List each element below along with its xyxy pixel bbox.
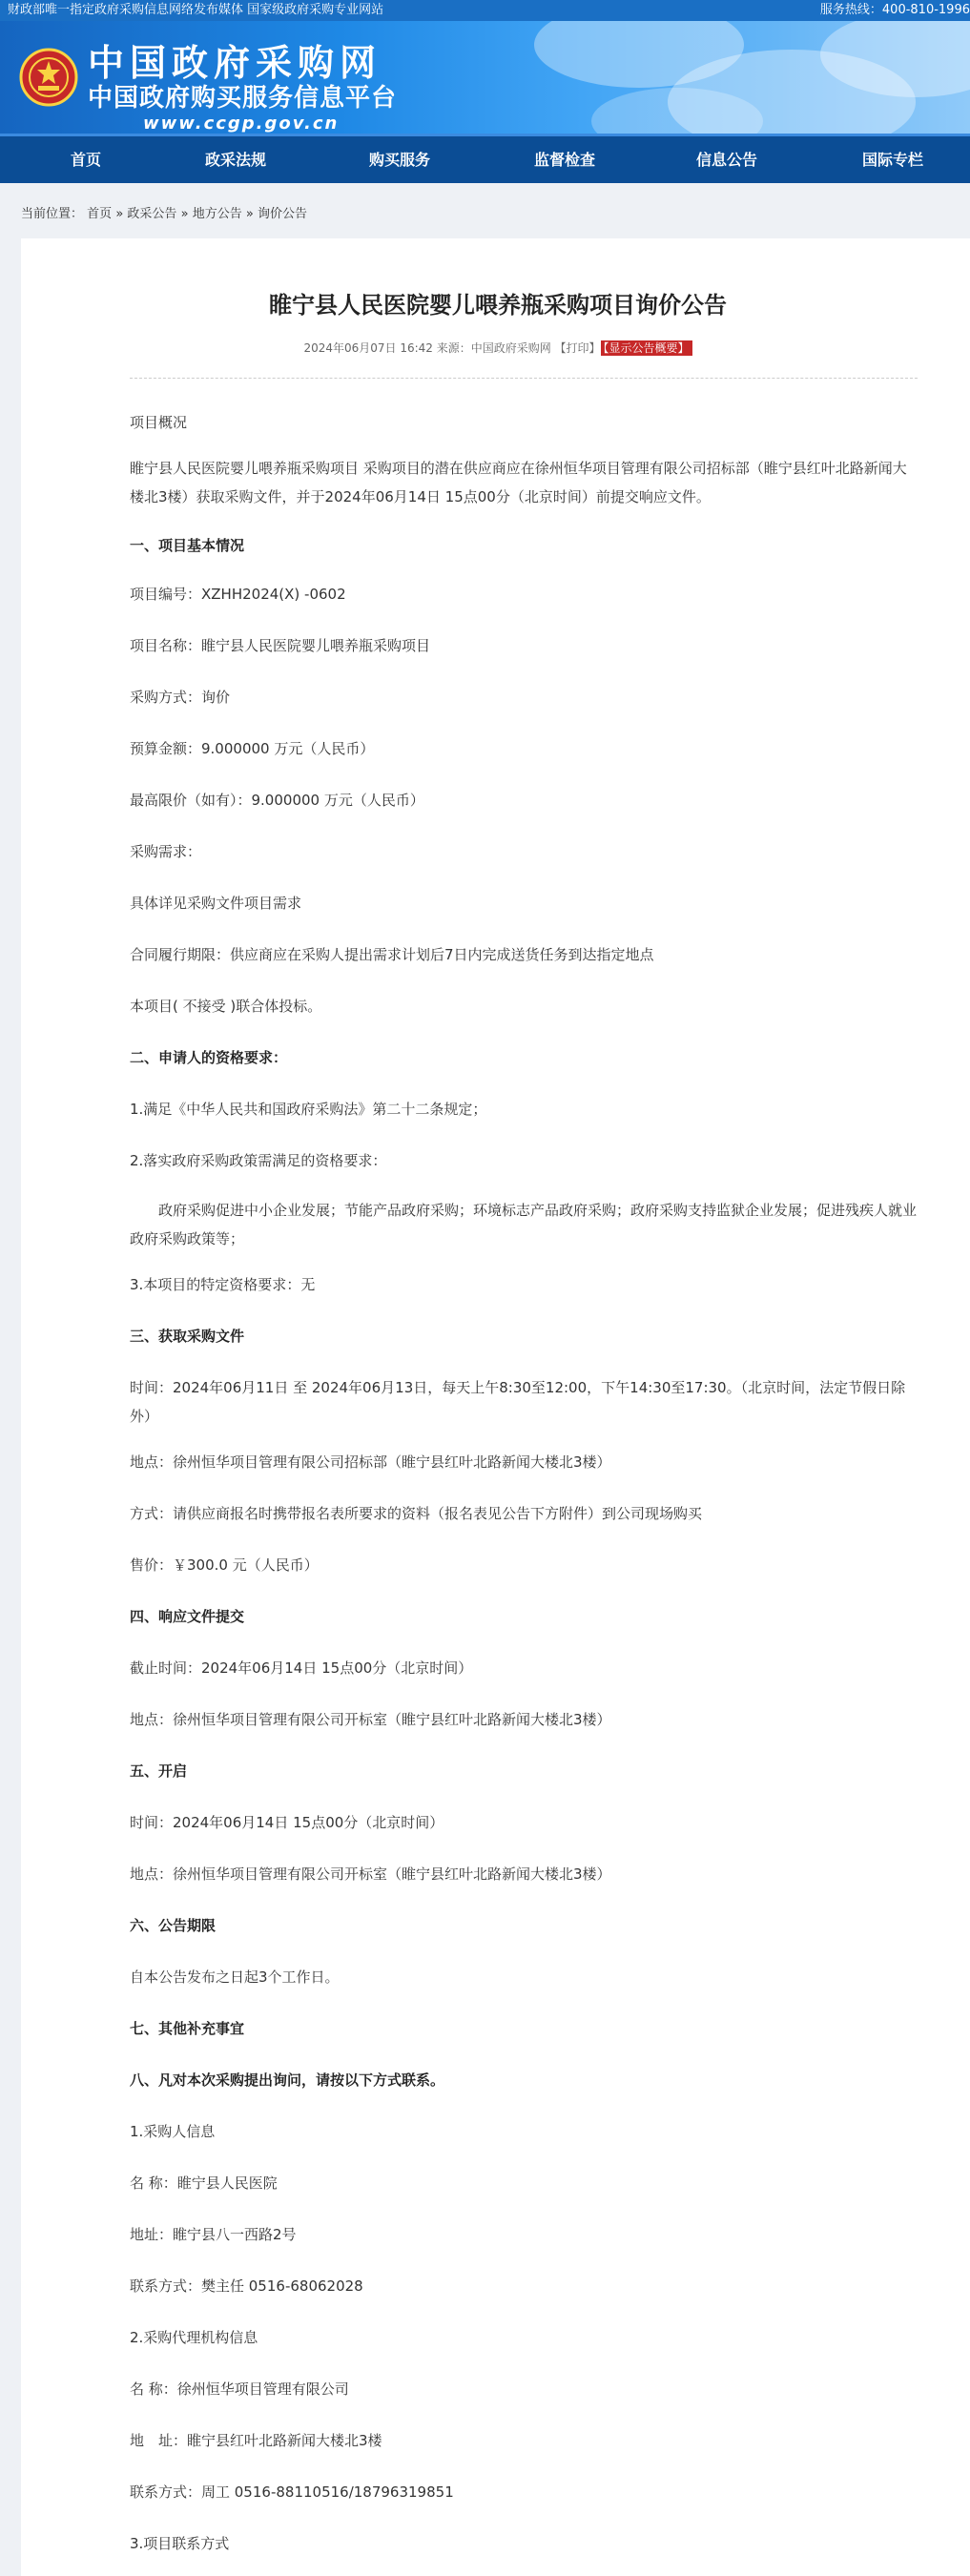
article-paragraph: 1.满足《中华人民共和国政府采购法》第二十二条规定； bbox=[130, 1101, 487, 1118]
article-paragraph: 3.本项目的特定资格要求：无 bbox=[130, 1276, 316, 1293]
title-divider bbox=[130, 378, 918, 379]
section-heading: 四、响应文件提交 bbox=[130, 1608, 245, 1625]
article-paragraph: 联系方式：周工 0516-88110516/18796319851 bbox=[130, 2483, 454, 2501]
article-paragraph: 2.落实政府采购政策需满足的资格要求： bbox=[130, 1152, 387, 1169]
article-paragraph: 采购需求： bbox=[130, 843, 202, 860]
article-paragraph: 睢宁县人民医院婴儿喂养瓶采购项目 采购项目的潜在供应商应在徐州恒华项目管理有限公司招标部（睢宁县红叶北路新闻大楼北3楼）获取采购文件，并于2024年06月14日 15点00分（北京时间）前提交响应文件。 bbox=[130, 460, 907, 505]
section-heading: 一、项目基本情况 bbox=[130, 537, 245, 554]
article-paragraph: 地点：徐州恒华项目管理有限公司开标室（睢宁县红叶北路新闻大楼北3楼） bbox=[130, 1711, 611, 1728]
article-paragraph: 项目编号：XZHH2024(X) -0602 bbox=[130, 586, 346, 603]
section-heading: 六、公告期限 bbox=[130, 1917, 217, 1934]
top-bar bbox=[0, 0, 970, 21]
article-paragraph: 最高限价（如有）：9.000000 万元（人民币） bbox=[130, 792, 424, 809]
section-heading: 三、获取采购文件 bbox=[130, 1328, 245, 1345]
article-paragraph: 本项目( 不接受 )联合体投标。 bbox=[130, 998, 322, 1015]
article-card bbox=[21, 238, 970, 2576]
article-paragraph: 预算金额：9.000000 万元（人民币） bbox=[130, 740, 375, 757]
article-meta bbox=[21, 340, 970, 356]
section-heading: 八、凡对本次采购提出询问，请按以下方式联系。 bbox=[130, 2071, 445, 2089]
article-paragraph: 项目概况 bbox=[130, 414, 188, 431]
section-heading: 五、开启 bbox=[130, 1762, 188, 1780]
site-url: www.ccgp.gov.cn bbox=[143, 113, 340, 134]
article-paragraph: 联系方式：樊主任 0516-68062028 bbox=[130, 2277, 363, 2295]
article-paragraph: 3.项目联系方式 bbox=[130, 2535, 230, 2552]
article-paragraph: 自本公告发布之日起3个工作日。 bbox=[130, 1968, 340, 1986]
national-emblem-icon bbox=[19, 48, 78, 107]
article-meta-text[interactable]: 2024年06月07日 16:42 来源：中国政府采购网 【打印】 bbox=[303, 341, 601, 355]
nav-item-international[interactable]: 国际专栏 bbox=[861, 151, 923, 169]
section-heading: 七、其他补充事宜 bbox=[130, 2020, 245, 2037]
nav-item-supervision[interactable]: 监督检查 bbox=[533, 151, 595, 169]
article-paragraph: 名 称：徐州恒华项目管理有限公司 bbox=[130, 2380, 349, 2398]
hotline: 服务热线：400-810-1996 bbox=[819, 3, 970, 17]
article-title: 睢宁县人民医院婴儿喂养瓶采购项目询价公告 bbox=[269, 292, 727, 319]
site-name: 中国政府采购网 bbox=[88, 42, 382, 84]
breadcrumb-prefix: 当前位置： bbox=[21, 207, 84, 221]
site-banner bbox=[0, 21, 970, 134]
article-paragraph: 时间：2024年06月14日 15点00分（北京时间） bbox=[130, 1814, 444, 1831]
article-paragraph: 具体详见采购文件项目需求 bbox=[130, 895, 302, 912]
article-paragraph: 1.采购人信息 bbox=[130, 2123, 216, 2140]
nav-item-purchase-services[interactable]: 购买服务 bbox=[368, 151, 430, 169]
article-paragraph: 政府采购促进中小企业发展；节能产品政府采购；环境标志产品政府采购；政府采购支持监狱企业发展；促进残疾人就业政府采购政策等； bbox=[130, 1202, 918, 1247]
breadcrumb-sep: » bbox=[245, 207, 254, 221]
article-paragraph: 时间：2024年06月11日 至 2024年06月13日，每天上午8:30至12:00，下午14:30至17:30。（北京时间，法定节假日除外） bbox=[130, 1379, 906, 1425]
site-subtitle: 中国政府购买服务信息平台 bbox=[88, 84, 398, 113]
breadcrumb-inquiry[interactable]: 询价公告 bbox=[257, 207, 307, 221]
show-summary-button[interactable]: 【显示公告概要】 bbox=[601, 340, 692, 356]
article-paragraph: 地 址：睢宁县红叶北路新闻大楼北3楼 bbox=[130, 2432, 382, 2449]
article-paragraph: 方式：请供应商报名时携带报名表所要求的资料（报名表见公告下方附件）到公司现场购买 bbox=[130, 1505, 703, 1522]
section-heading: 二、申请人的资格要求： bbox=[130, 1049, 288, 1066]
breadcrumb-announcements[interactable]: 政采公告 bbox=[127, 207, 177, 221]
article-paragraph: 地点：徐州恒华项目管理有限公司开标室（睢宁县红叶北路新闻大楼北3楼） bbox=[130, 1865, 611, 1883]
topbar-slogan: 财政部唯一指定政府采购信息网络发布媒体 国家级政府采购专业网站 bbox=[8, 3, 384, 17]
breadcrumb-home[interactable]: 首页 bbox=[87, 207, 113, 221]
breadcrumb-local[interactable]: 地方公告 bbox=[192, 207, 242, 221]
article-paragraph: 地点：徐州恒华项目管理有限公司招标部（睢宁县红叶北路新闻大楼北3楼） bbox=[130, 1453, 611, 1471]
breadcrumb bbox=[21, 206, 307, 223]
article-paragraph: 合同履行期限：供应商应在采购人提出需求计划后7日内完成送货任务到达指定地点 bbox=[130, 946, 654, 963]
article-paragraph: 项目名称：睢宁县人民医院婴儿喂养瓶采购项目 bbox=[130, 637, 431, 654]
nav-item-regulations[interactable]: 政采法规 bbox=[204, 151, 266, 169]
article-paragraph: 采购方式：询价 bbox=[130, 689, 231, 706]
article-paragraph: 截止时间：2024年06月14日 15点00分（北京时间） bbox=[130, 1659, 473, 1677]
article-paragraph: 地址：睢宁县八一西路2号 bbox=[130, 2226, 297, 2243]
nav-item-home[interactable]: 首页 bbox=[70, 151, 101, 169]
article-paragraph: 售价：￥300.0 元（人民币） bbox=[130, 1556, 319, 1574]
article-paragraph: 名 称：睢宁县人民医院 bbox=[130, 2174, 278, 2192]
nav-item-announcements[interactable]: 信息公告 bbox=[695, 151, 757, 169]
article-paragraph: 2.采购代理机构信息 bbox=[130, 2329, 258, 2346]
main-nav bbox=[0, 134, 970, 183]
breadcrumb-sep: » bbox=[115, 207, 124, 221]
breadcrumb-sep: » bbox=[180, 207, 189, 221]
